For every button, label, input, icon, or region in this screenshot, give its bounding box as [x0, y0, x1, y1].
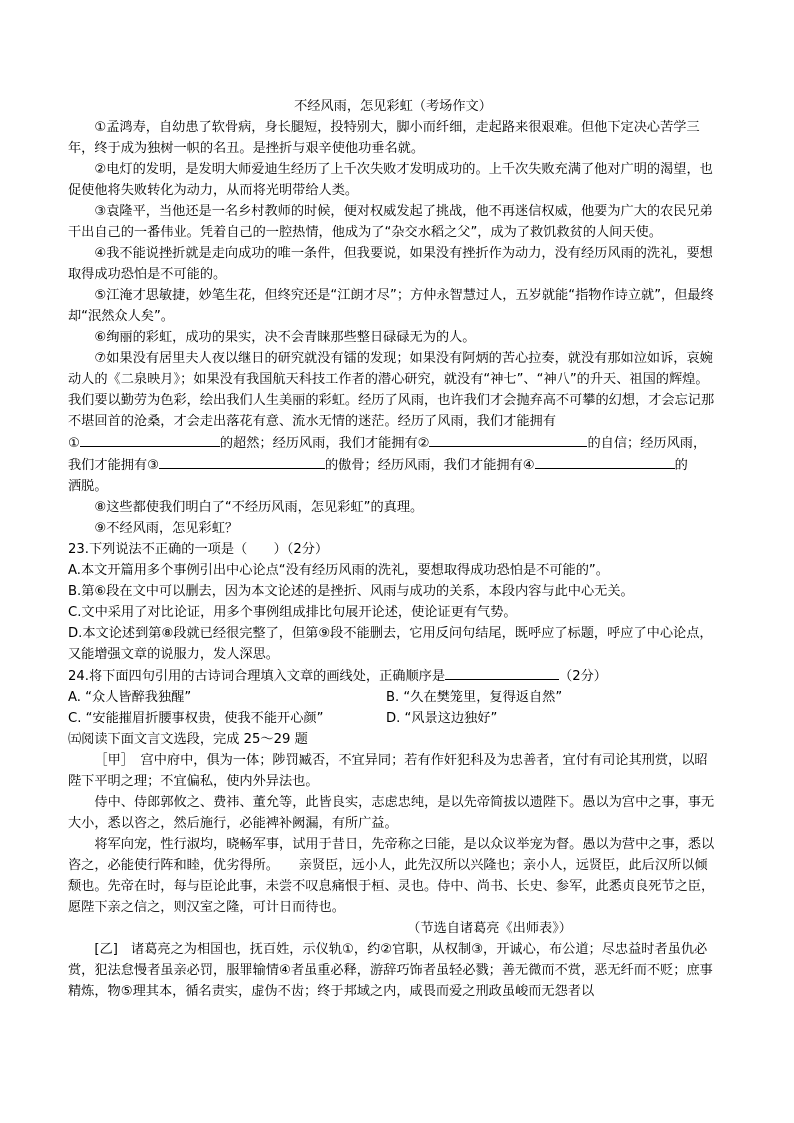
question-24-score: （2分） [559, 669, 607, 684]
question-24-options-row-2 [68, 708, 718, 729]
classical-source: （节选自诸葛亮《出师表》） [407, 921, 572, 936]
essay-paragraph-9: ⑨不经风雨，怎见彩虹？ [94, 521, 239, 536]
question-24-options-row-1 [68, 687, 718, 708]
essay-paragraph-3: ③袁隆平，当他还是一名乡村教师的时候，便对权威发起了挑战，他不再迷信权威，他要为广大的农民兄弟干出自己的一番伟业。凭着自己的一腔热情，他成为了“杂交水稻之父”，成为了救饥救贫的人间天使。 [68, 204, 713, 240]
question-24-option-c: C. “安能摧眉折腰事权贵，使我不能开心颜” [68, 711, 324, 726]
question-24-text: 24.将下面四句引用的古诗词合理填入文章的画线处，正确顺序是 [68, 669, 446, 684]
essay-paragraph-5: ⑤江淹才思敏捷，妙笔生花，但终究还是“江朗才尽”；方仲永智慧过人，五岁就能“指物作诗立就”，但最终却“泯然众人矣”。 [68, 288, 714, 324]
question-24-answer-line[interactable] [445, 665, 559, 680]
essay-title: 不经风雨，怎见彩虹（考场作文） [294, 99, 492, 114]
question-24-option-b: B. “久在樊笼里，复得返自然” [386, 690, 563, 705]
fill-blank-line-3: 洒脱。 [68, 479, 108, 494]
essay-paragraph-4: ④我不能说挫折就是走向成功的唯一条件，但我要说，如果没有挫折作为动力，没有经历风雨的洗礼，要想取得成功恐怕是不可能的。 [68, 246, 713, 282]
question-23-option-d: D.本文论述到第⑧段就已经很完整了，但第⑨段不能删去，它用反问句结尾，既呼应了标题，呼应了中心论点，又能增强文章的说服力，发人深思。 [68, 626, 713, 662]
question-23-option-a: A.本文开篇用多个事例引出中心论点“没有经历风雨的洗礼，要想取得成功恐怕是不可能的”。 [68, 563, 609, 578]
essay-paragraph-6: ⑥绚丽的彩虹，成功的果实，决不会青睐那些整日碌碌无为的人。 [94, 330, 476, 345]
essay-paragraph-1: ①孟鸿寿，自幼患了软骨病，身长腿短，投特别大，脚小而纤细，走起路来很艰难。但他下定决心苦学三年，终于成为独树一帜的名丑。是挫折与艰辛使他功垂名就。 [68, 120, 700, 156]
fill-text: 的自信；经历风雨， [587, 436, 707, 451]
fill-blank-line-1 [68, 432, 718, 454]
question-23-option-c: C.文中采用了对比论证，用多个事例组成排比句展开论述，使论证更有气势。 [68, 605, 517, 620]
classical-jia-paragraph-2: 侍中、侍郎郭攸之、费祎、董允等，此皆良实，志虑忠纯，是以先帝简拔以遗陛下。愚以为宫中之事，事无大小，悉以咨之，然后施行，必能裨补阙漏，有所广益。 [68, 795, 715, 831]
fill-text: 的 [674, 458, 688, 473]
question-23-option-b: B.第⑥段在文中可以删去，因为本文论述的是挫折、风雨与成功的关系，本段内容与此中心无关。 [68, 584, 634, 599]
essay-paragraph-7: ⑦如果没有居里夫人夜以继日的研究就没有镭的发现；如果没有阿炳的苦心拉奏，就没有那如泣如诉，哀婉动人的《二泉映月》；如果没有我国航天科技工作者的潜心研究，就没有“神七”、“神八”的升天、祖国的辉煌。我们要以勤劳为色彩，绘出我们人生美丽的彩虹。经历了风雨，也许我们才会抛弃高不可攀的幻想，才会忘记那不堪回首的沧桑，才会走出落花有意、流水无情的迷茫。经历了风雨，我们才能拥有 [68, 351, 715, 429]
essay-paragraph-8: ⑧这些都使我们明白了“不经历风雨，怎见彩虹”的真理。 [94, 500, 424, 515]
blank-4-line[interactable] [535, 454, 675, 469]
question-24-stem [68, 665, 718, 687]
blank-2-line[interactable] [429, 432, 587, 447]
fill-text: 我们才能拥有③ [68, 458, 159, 473]
fill-blank-line-2 [68, 454, 718, 476]
exam-page [68, 96, 718, 1002]
essay-paragraph-2: ②电灯的发明，是发明大师爱迪生经历了上千次失败才发明成功的。上千次失败充满了他对广明的渴望，也促使他将失败转化为动力，从而将光明带给人类。 [68, 162, 713, 198]
question-24-option-d: D. “风景这边独好” [386, 711, 498, 726]
classical-intro: ㈤阅读下面文言文选段，完成 25～29 题 [68, 732, 308, 747]
classical-jia-paragraph-1: ［甲］ 宫中府中，俱为一体；陟罚臧否，不宜异同；若有作奸犯科及为忠善者，宜付有司论其刑赏，以昭陛下平明之理；不宜偏私，使内外异法也。 [68, 753, 708, 789]
fill-text: 的超然；经历风雨，我们才能拥有② [219, 436, 430, 451]
classical-jia-paragraph-3: 将军向宠，性行淑均，晓畅军事，试用于昔日，先帝称之曰能，是以众议举宠为督。愚以为营中之事，悉以咨之，必能使行阵和睦，优劣得所。 亲贤臣，远小人，此先汉所以兴隆也；亲小人，远贤臣，此后汉所以倾颓也。先帝在时，每与臣论此事，未尝不叹息痛恨于桓、灵也。侍中、尚书、长史、参军，此悉贞良死节之臣，愿陛下亲之信之，则汉室之隆，可计日而待也。 [68, 837, 715, 915]
blank-1-line[interactable] [80, 432, 220, 447]
blank-1-label: ① [68, 436, 80, 451]
classical-yi-paragraph: [乙] 诸葛亮之为相国也，抚百姓，示仪轨①，约②官职，从权制③，开诚心，布公道；尽忠益时者虽仇必赏，犯法怠慢者虽亲必罚，服罪输情④者虽重必释，游辞巧饰者虽轻必戮；善无微而不赏，恶无纤而不贬；庶事精炼，物⑤理其本，循名责实，虚伪不齿；终于邦域之内，咸畏而爱之刑政虽峻而无怨者以 [68, 942, 713, 999]
question-23-stem: 23.下列说法不正确的一项是（ ）（2分） [68, 542, 329, 557]
fill-text: 的傲骨；经历风雨，我们才能拥有④ [324, 458, 535, 473]
question-24-option-a: A. “众人皆醉我独醒” [68, 690, 192, 705]
blank-3-line[interactable] [159, 454, 325, 469]
